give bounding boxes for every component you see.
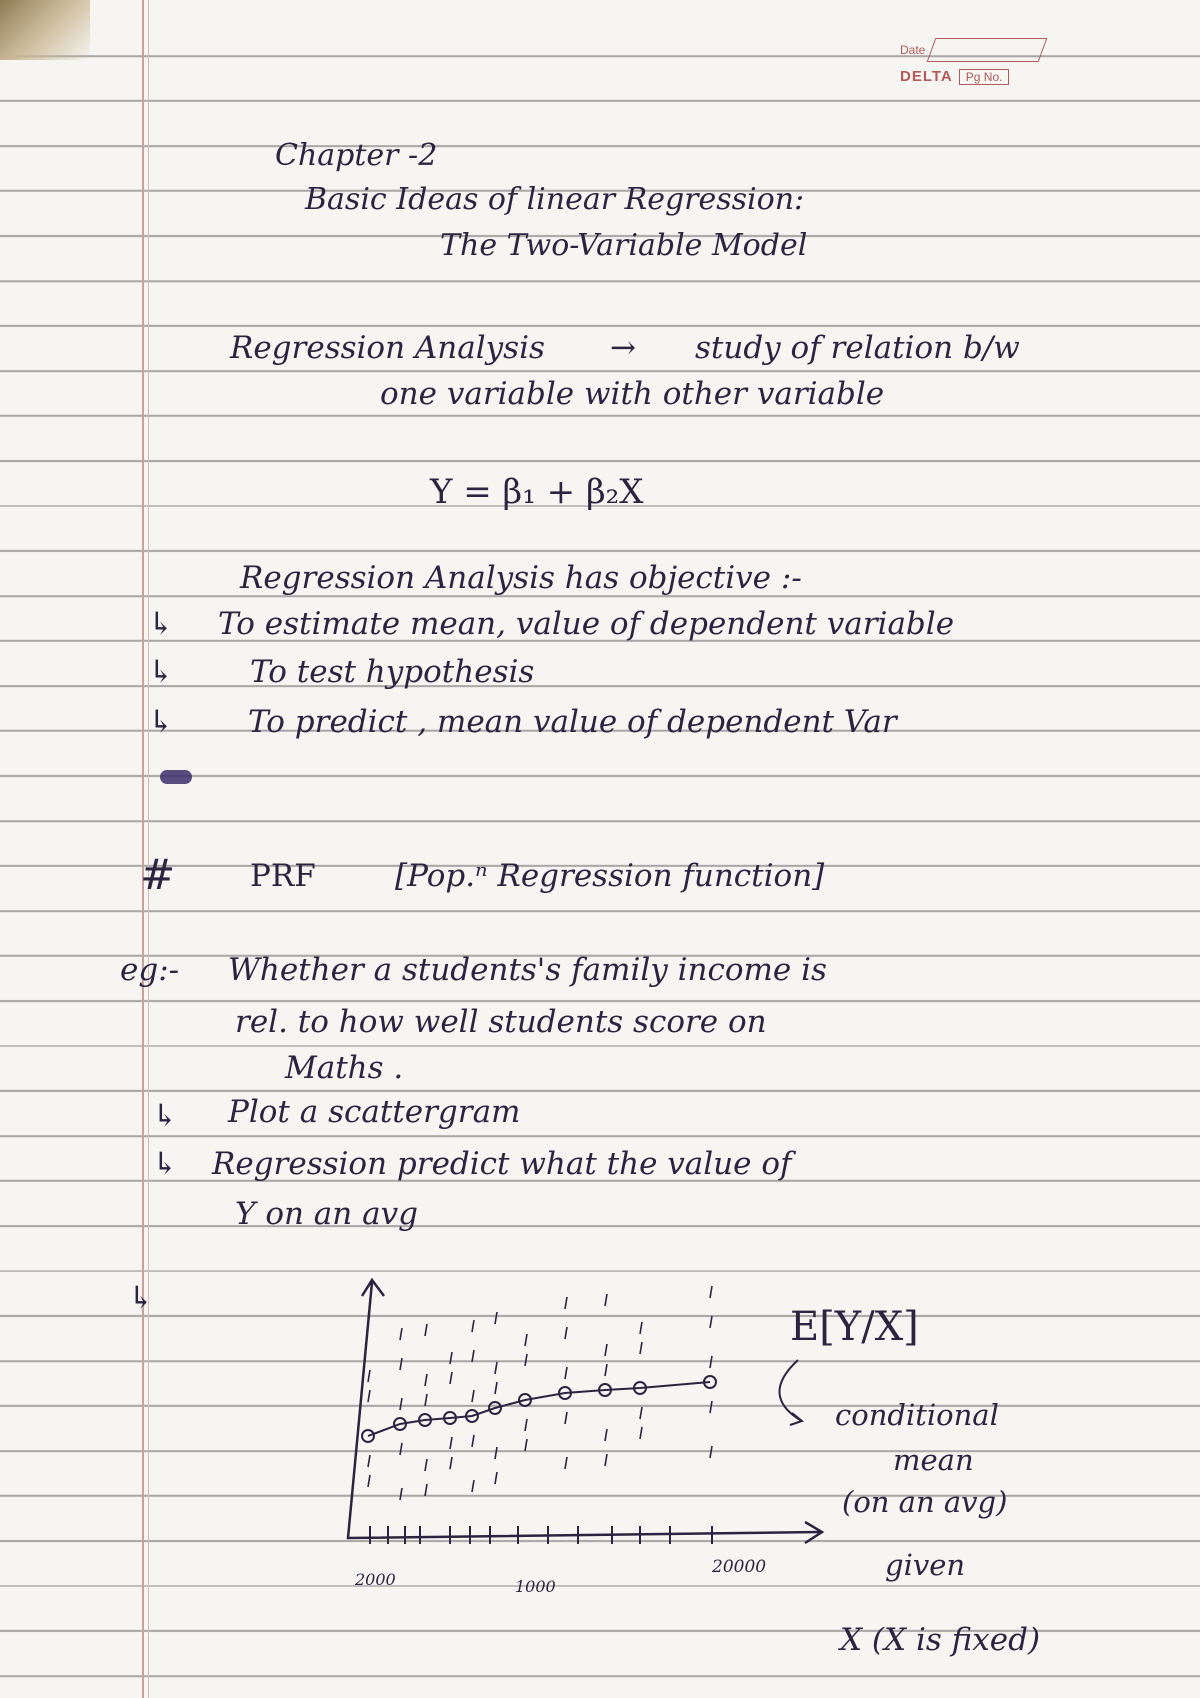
scatter-point [710,1356,712,1368]
objective-item-3: To predict , mean value of dependent Var [248,704,897,740]
step-item-1: Plot a scattergram [228,1094,521,1130]
step-bullet-1: ↳ [152,1098,178,1134]
scatter-point [400,1328,402,1340]
scatter-point [525,1439,527,1451]
scatter-point [565,1297,567,1309]
scatter-point [565,1367,567,1379]
scatter-point [495,1447,497,1459]
date-label: Date [900,42,926,57]
scatter-point [450,1352,452,1364]
scatter-point [450,1457,452,1469]
mean-path [368,1382,710,1436]
scatter-point [472,1390,474,1402]
scatter-point [425,1394,427,1406]
scatter-point [495,1472,497,1484]
scatter-point [640,1427,642,1439]
prf-expansion: [Pop.ⁿ Regression function] [395,858,825,894]
scatter-point [368,1370,370,1382]
annotation-mean: mean [893,1443,974,1477]
scatter-point [605,1364,607,1376]
annotation-on-avg: (on an avg) [842,1485,1008,1519]
conditional-mean-line [362,1376,716,1442]
last-bullet: ↳ [128,1280,154,1316]
scatter-point [710,1446,712,1458]
scatter-point [368,1455,370,1467]
scatter-point [400,1488,402,1500]
scatter-point [565,1327,567,1339]
page-number-label: Pg No. [959,69,1010,85]
definition-arrow: → [610,330,636,366]
objective-item-2: To test hypothesis [250,654,535,690]
scatter-point [605,1294,607,1306]
scatter-point [368,1475,370,1487]
annotation-given: given [885,1548,966,1582]
y-axis-arrowhead [362,1280,384,1296]
scatter-point [425,1324,427,1336]
scatter-point [400,1398,402,1410]
step-item-2: Regression predict what the value of [212,1146,792,1182]
scatter-point [450,1437,452,1449]
example-line2: rel. to how well students score on [235,1004,767,1040]
x-tick-label-1: 2000 [355,1570,396,1589]
brand-name: DELTA [900,68,953,85]
step-bullet-2: ↳ [152,1146,178,1182]
objective-bullet-2: ↳ [148,654,174,690]
scatter-point [525,1419,527,1431]
prf-abbreviation: PRF [250,858,316,894]
chapter-title-line2: The Two-Variable Model [440,228,808,263]
objective-bullet-1: ↳ [148,606,174,642]
scatter-point [640,1342,642,1354]
definition-term: Regression Analysis [230,330,545,366]
scatter-point [605,1429,607,1441]
scatter-point [605,1454,607,1466]
scatter-point [368,1390,370,1402]
conditional-expectation: E[Y/X] [790,1304,919,1350]
scatter-point [495,1312,497,1324]
definition-line1: study of relation b/w [695,330,1020,366]
x-tick-label-2: 1000 [515,1577,556,1596]
scatter-point [565,1457,567,1469]
scatter-point [425,1484,427,1496]
scatter-point [425,1374,427,1386]
annotation-x-fixed: X (X is fixed) [840,1622,1041,1658]
scatter-point [495,1382,497,1394]
chapter-number: Chapter -2 [275,138,438,173]
scatter-point [525,1354,527,1366]
definition-line2: one variable with other variable [380,376,885,412]
example-line1: Whether a students's family income is [228,952,827,988]
scatter-point [472,1480,474,1492]
scatter-point [472,1320,474,1332]
scatter-point [400,1443,402,1455]
scatter-point [565,1412,567,1424]
scatter-point [495,1362,497,1374]
axes-lines [348,1282,820,1538]
objectives-heading: Regression Analysis has objective :- [240,560,802,596]
scatter-point [605,1344,607,1356]
objective-bullet-3: ↳ [148,704,174,740]
scatter-point [710,1401,712,1413]
objective-item-1: To estimate mean, value of dependent variable [218,606,955,642]
scatter-point [710,1316,712,1328]
annotation-conditional: conditional [835,1398,999,1432]
scatter-point [400,1358,402,1370]
scatter-points [368,1286,712,1500]
scatter-point [640,1407,642,1419]
scatter-point [472,1350,474,1362]
example-label: eg:- [120,952,180,988]
scatter-point [640,1322,642,1334]
scatter-point [425,1459,427,1471]
x-tick-label-3: 20000 [712,1557,767,1577]
regression-equation: Y = β₁ + β₂X [430,472,644,512]
scatter-point [710,1286,712,1298]
scatter-point [450,1372,452,1384]
chapter-title-line1: Basic Ideas of linear Regression: [305,182,805,217]
annotation-brace [779,1360,800,1420]
chart-axes [348,1280,822,1543]
hash-mark: # [140,850,176,899]
scatter-point [472,1435,474,1447]
example-line3: Maths . [285,1050,404,1086]
scatter-point [525,1334,527,1346]
step-continuation: Y on an avg [235,1196,418,1232]
